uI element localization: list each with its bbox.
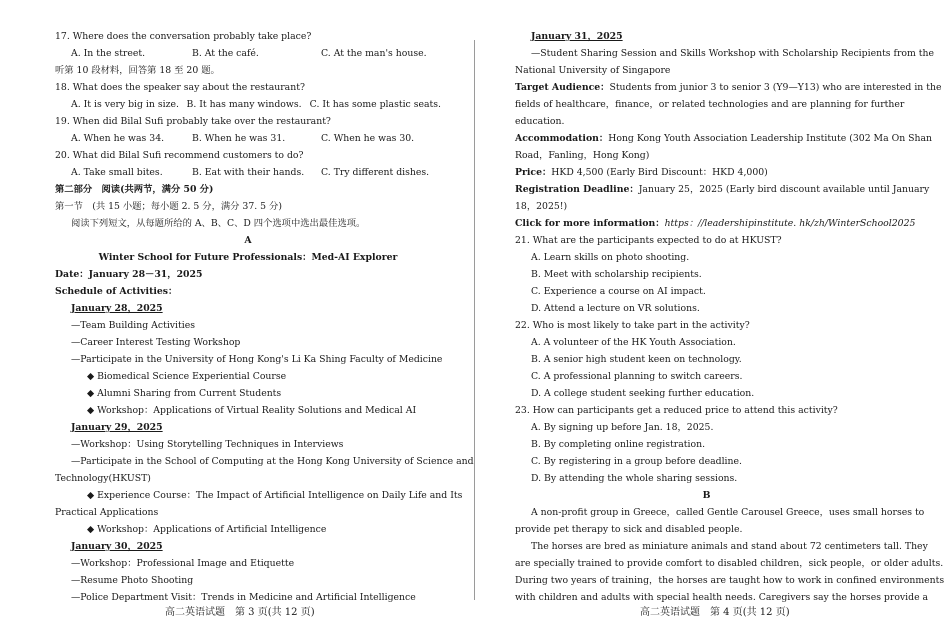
- field-value: HKD 4,500 (Early Bird Discount：HKD 4,000): [551, 167, 768, 178]
- option-c: C. Try different dishes.: [321, 167, 430, 178]
- question-17-options: [55, 45, 441, 62]
- event-date: Date：January 28－31，2025: [55, 269, 203, 280]
- schedule-subitem: ◆ Experience Course：The Impact of Artificial Intelligence on Daily Life and Its: [87, 490, 463, 501]
- day-heading-jan-30: January 30，2025: [71, 541, 163, 552]
- field-value: January 25，2025 (Early bird discount available until January: [638, 184, 930, 195]
- target-audience: [515, 79, 942, 96]
- schedule-item: —Participate in the University of Hong Kong's Li Ka Shing Faculty of Medicine: [71, 354, 443, 365]
- paragraph-line: with children and adults with special health needs. Caregivers say the horses provide a: [515, 592, 929, 603]
- field-label: Price：: [515, 167, 552, 178]
- field-label: Registration Deadline：: [515, 184, 639, 195]
- option-a: A. It is very big in size.: [71, 99, 179, 110]
- page-footer-right: 高二英语试题 第 4 页(共 12 页): [640, 607, 790, 618]
- option-b: B. At the café.: [192, 48, 259, 59]
- section-one-heading: 第一节 (共 15 小题；每小题 2. 5 分，满分 37. 5 分): [55, 201, 282, 212]
- option-c: C. Experience a course on AI impact.: [531, 286, 706, 297]
- option-c: C. It has some plastic seats.: [309, 99, 441, 110]
- field-label: Click for more information：: [515, 218, 665, 229]
- field-value: Students from junior 3 to senior 3 (Y9—Y13) who are interested in the: [609, 82, 942, 93]
- option-b: B. It has many windows.: [186, 99, 302, 110]
- option-a: A. By signing up before Jan. 18，2025.: [531, 422, 714, 433]
- registration-deadline-cont: 18，2025!): [515, 201, 568, 212]
- target-audience-cont: fields of healthcare，finance，or related technologies and are planning for further: [515, 99, 905, 110]
- field-label: Accommodation：: [515, 133, 609, 144]
- field-value: Hong Kong Youth Association Leadership Institute (302 Ma On Shan: [608, 133, 933, 144]
- question-17-stem: 17. Where does the conversation probably take place?: [55, 31, 312, 42]
- schedule-item: —Workshop：Using Storytelling Techniques in Interviews: [71, 439, 344, 450]
- option-a: A. A volunteer of the HK Youth Association.: [531, 337, 736, 348]
- price: [515, 164, 898, 181]
- option-a: A. In the street.: [71, 48, 146, 59]
- schedule-item: —Police Department Visit：Trends in Medicine and Artificial Intelligence: [71, 592, 416, 603]
- option-c: C. By registering in a group before deadline.: [531, 456, 742, 467]
- option-b: B. By completing online registration.: [531, 439, 706, 450]
- option-d: D. A college student seeking further education.: [531, 388, 755, 399]
- registration-deadline: [515, 181, 930, 198]
- option-a: A. Take small bites.: [71, 167, 163, 178]
- schedule-subitem-cont: Practical Applications: [55, 507, 159, 518]
- target-audience-cont: education.: [515, 116, 565, 127]
- info-link[interactable]: https：//leadershipinstitute. hk/zh/WinterSchool2025: [664, 218, 916, 229]
- option-c: C. A professional planning to switch careers.: [531, 371, 743, 382]
- paragraph-line: provide pet therapy to sick and disabled people.: [515, 524, 743, 535]
- question-18-stem: 18. What does the speaker say about the restaurant?: [55, 82, 305, 93]
- question-23-stem: 23. How can participants get a reduced price to attend this activity?: [515, 405, 838, 416]
- schedule-item: —Participate in the School of Computing at the Hong Kong University of Science and: [71, 456, 474, 467]
- day-heading-jan-29: January 29，2025: [71, 422, 163, 433]
- schedule-item: —Student Sharing Session and Skills Workshop with Scholarship Recipients from the: [531, 48, 935, 59]
- accommodation-cont: Road，Fanling，Hong Kong): [515, 150, 650, 161]
- reading-instruction: 阅读下列短文，从每题所给的 A、B、C、D 四个选项中选出最佳选项。: [71, 218, 366, 229]
- option-c: C. When he was 30.: [321, 133, 415, 144]
- question-19-stem: 19. When did Bilal Sufi probably take over the restaurant?: [55, 116, 331, 127]
- paragraph-line: A non-profit group in Greece，called Gentle Carousel Greece，uses small horses to: [531, 507, 925, 518]
- schedule-item-cont: National University of Singapore: [515, 65, 671, 76]
- option-c: C. At the man's house.: [321, 48, 427, 59]
- schedule-item: —Workshop：Professional Image and Etiquette: [71, 558, 295, 569]
- paragraph-line: During two years of training，the horses are taught how to work in confined environments: [515, 575, 945, 586]
- more-info: [515, 215, 916, 232]
- question-21-stem: 21. What are the participants expected to do at HKUST?: [515, 235, 782, 246]
- schedule-item-cont: Technology(HKUST): [55, 473, 151, 484]
- day-heading-jan-28: January 28，2025: [71, 303, 163, 314]
- schedule-subitem: ◆ Alumni Sharing from Current Students: [87, 388, 282, 399]
- question-20-stem: 20. What did Bilal Sufi recommend customers to do?: [55, 150, 304, 161]
- page-divider: [474, 40, 475, 600]
- schedule-item: —Career Interest Testing Workshop: [71, 337, 241, 348]
- schedule-subitem: ◆ Workshop：Applications of Virtual Reality Solutions and Medical AI: [87, 405, 417, 416]
- option-a: A. Learn skills on photo shooting.: [531, 252, 690, 263]
- schedule-subitem: ◆ Workshop：Applications of Artificial Intelligence: [87, 524, 327, 535]
- option-b: B. Meet with scholarship recipients.: [531, 269, 702, 280]
- option-d: D. Attend a lecture on VR solutions.: [531, 303, 700, 314]
- paragraph-line: are specially trained to provide comfort to disabled children，sick people，or older adults.: [515, 558, 944, 569]
- option-b: B. Eat with their hands.: [192, 167, 305, 178]
- passage-b-label: B: [702, 490, 711, 501]
- day-heading-jan-31: January 31，2025: [531, 31, 623, 42]
- option-b: B. A senior high student keen on technology.: [531, 354, 742, 365]
- option-d: D. By attending the whole sharing sessions.: [531, 473, 738, 484]
- schedule-heading: Schedule of Activities：: [55, 286, 178, 297]
- passage-a-title: Winter School for Future Professionals：Med-AI Explorer: [98, 252, 398, 263]
- question-20-options: [55, 164, 441, 181]
- page-footer-left: 高二英语试题 第 3 页(共 12 页): [165, 607, 315, 618]
- schedule-item: —Team Building Activities: [71, 320, 196, 331]
- option-a: A. When he was 34.: [71, 133, 165, 144]
- left-page: [55, 28, 474, 606]
- right-page: [515, 28, 945, 606]
- question-22-stem: 22. Who is most likely to take part in the activity?: [515, 320, 750, 331]
- option-b: B. When he was 31.: [192, 133, 286, 144]
- question-19-options: [55, 130, 441, 147]
- schedule-subitem: ◆ Biomedical Science Experiential Course: [87, 371, 287, 382]
- passage-a-label: A: [244, 235, 252, 246]
- accommodation: [515, 130, 933, 147]
- listening-instruction: 听第 10 段材料，回答第 18 至 20 题。: [55, 65, 220, 76]
- paragraph-line: The horses are bred as miniature animals and stand about 72 centimeters tall. They: [531, 541, 928, 552]
- part-two-heading: 第二部分 阅读(共两节，满分 50 分): [55, 184, 214, 195]
- schedule-item: —Resume Photo Shooting: [71, 575, 194, 586]
- question-18-options: [55, 96, 441, 113]
- field-label: Target Audience：: [515, 82, 610, 93]
